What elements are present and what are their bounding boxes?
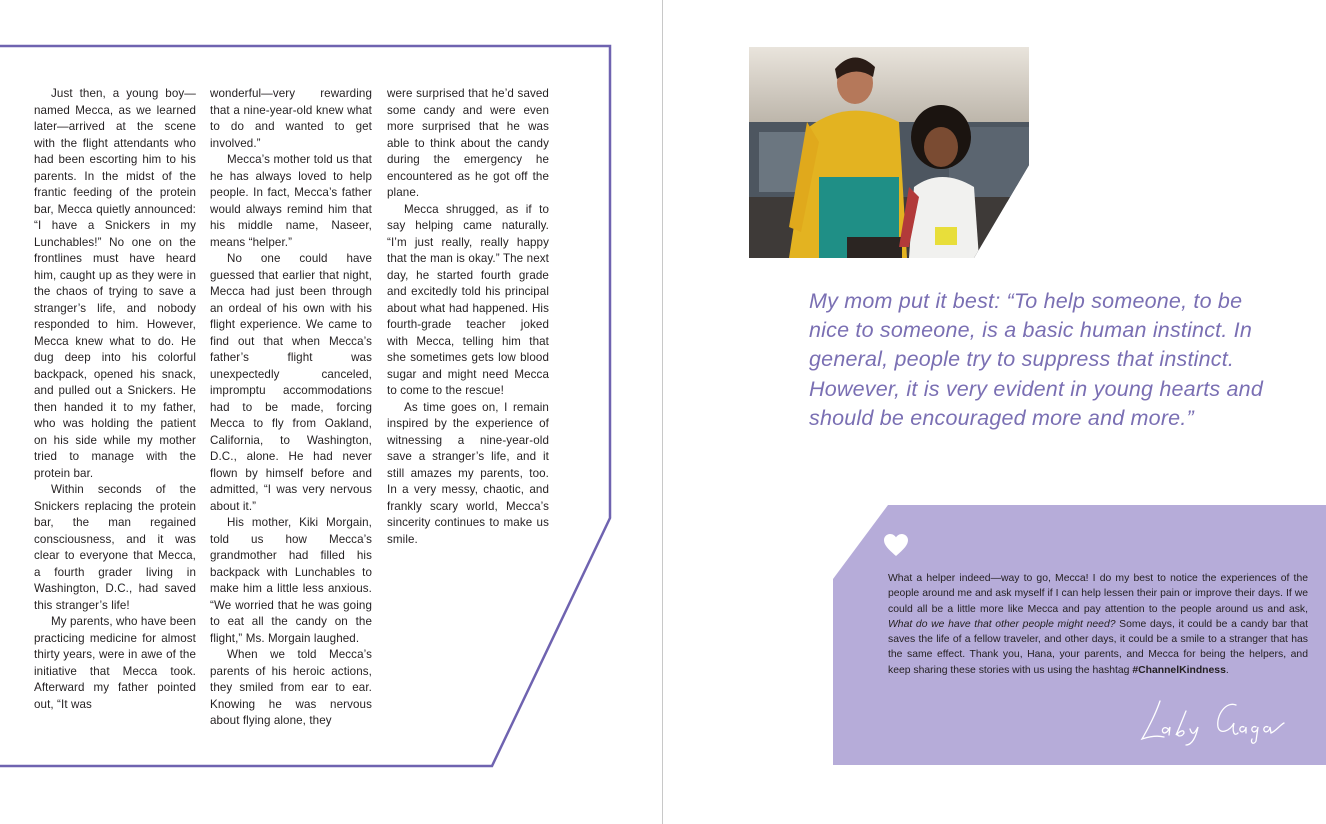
paragraph: Just then, a young boy—named Mecca, as we learned later—arrived at the scene with the flight attendants who had been escorting him to his parents. In the midst of the frantic feeding of the protein bar, Mecca quietly announced: “I have a Snickers in my Lunchables!” No one on the frontlines must have heard him, caught up as they were in the chaos of trying to save a stranger’s life, and nobody responded to him. However, Mecca knew what to do. He dug deep into his colorful backpack, opened his snack, and pulled out a Snickers. He then handed it to my father, who was holding the patient on his side while my mother tried to manage with the protein bar. [34, 87, 196, 480]
paragraph: As time goes on, I remain inspired by the experience of witnessing a nine-year-old save a stranger’s life, and it still amazes my parents, too. In a very messy, chaotic, and frankly scary world, Mecca’s sincerity continues to make us smile. [387, 400, 549, 546]
text-column-3 [387, 86, 549, 548]
photo [749, 47, 1029, 258]
paragraph: When we told Mecca’s parents of his heroic actions, they smiled from ear to ear. Knowing he was nervous about flying alone, they [210, 648, 372, 727]
paragraph: His mother, Kiki Morgain, told us how Mecca’s grandmother had filled his backpack with Lunchables to make him a little less anxious. “We worried that he was going to eat all the candy on the flight,” Ms. Morgain laughed. [210, 516, 372, 645]
note-text-part: Some days, it could be a candy bar that saves the life of a fellow traveler, and other days, it could be a smile to a stranger that has the same effect. Thank you, Hana, your parents, and Mecca for being the helpers, and keep sharing these stories with us using the hashtag [888, 618, 1308, 676]
text-column-1 [34, 86, 196, 713]
pull-quote: My mom put it best: “To help someone, to be nice to someone, is a basic human instinct. In general, people try to suppress that instinct. However, it is very evident in young hearts and should be encouraged more and more.” [809, 289, 1263, 430]
hashtag: #ChannelKindness [1132, 664, 1226, 676]
signature-image [1138, 695, 1288, 747]
paragraph: wonderful—very rewarding that a nine-year-old knew what to do and wanted to get involved.” [210, 87, 372, 150]
paragraph: My parents, who have been practicing medicine for almost thirty years, were in awe of the initiative that Mecca took. Afterward my father pointed out, “It was [34, 615, 196, 711]
heart-icon [883, 533, 909, 557]
left-page [0, 0, 662, 824]
note-text [888, 571, 1308, 678]
paragraph: Mecca shrugged, as if to say helping came naturally. “I’m just really, really happy that the man is okay.” The next day, he started fourth grade and excitedly told his principal about what had happened. His fourth-grade teacher joked with Mecca, telling him that she sometimes gets low blood sugar and might need Mecca to come to the rescue! [387, 202, 549, 397]
right-page [663, 0, 1326, 824]
note-text-end: . [1225, 664, 1229, 676]
photo-illustration [749, 47, 1029, 258]
note-box [833, 505, 1326, 765]
paragraph: were surprised that he’d saved some candy and were even more surprised that he was able to think about the candy during the emergency he encountered as he got off the plane. [387, 87, 549, 199]
paragraph: No one could have guessed that earlier that night, Mecca had just been through an ordeal of his own with his flight experience. We came to find out that when Mecca’s father’s flight was unexpectedly canceled, impromptu accommodations had to be made, forcing Mecca to fly from Oakland, California, to Washington, D.C., alone. He had never flown by himself before and admitted, “I was very nervous about it.” [210, 252, 372, 513]
text-column-2 [210, 86, 372, 730]
note-text-italic: What do we have that other people might need? [888, 618, 1116, 630]
paragraph: Within seconds of the Snickers replacing the protein bar, the man regained consciousness, and it was clear to everyone that Mecca, a fourth grader living in Washington, D.C., had saved this stranger’s life! [34, 483, 196, 612]
note-text-part: What a helper indeed—way to go, Mecca! I do my best to notice the experiences of the people around me and ask myself if I can help lessen their pain or improve their days. If we could all be a little more like Mecca and pay attention to the people around us and ask, [888, 573, 1308, 615]
paragraph: Mecca’s mother told us that he has always loved to help people. In fact, Mecca’s father would always remind him that his middle name, Naseer, means “helper.” [210, 153, 372, 249]
